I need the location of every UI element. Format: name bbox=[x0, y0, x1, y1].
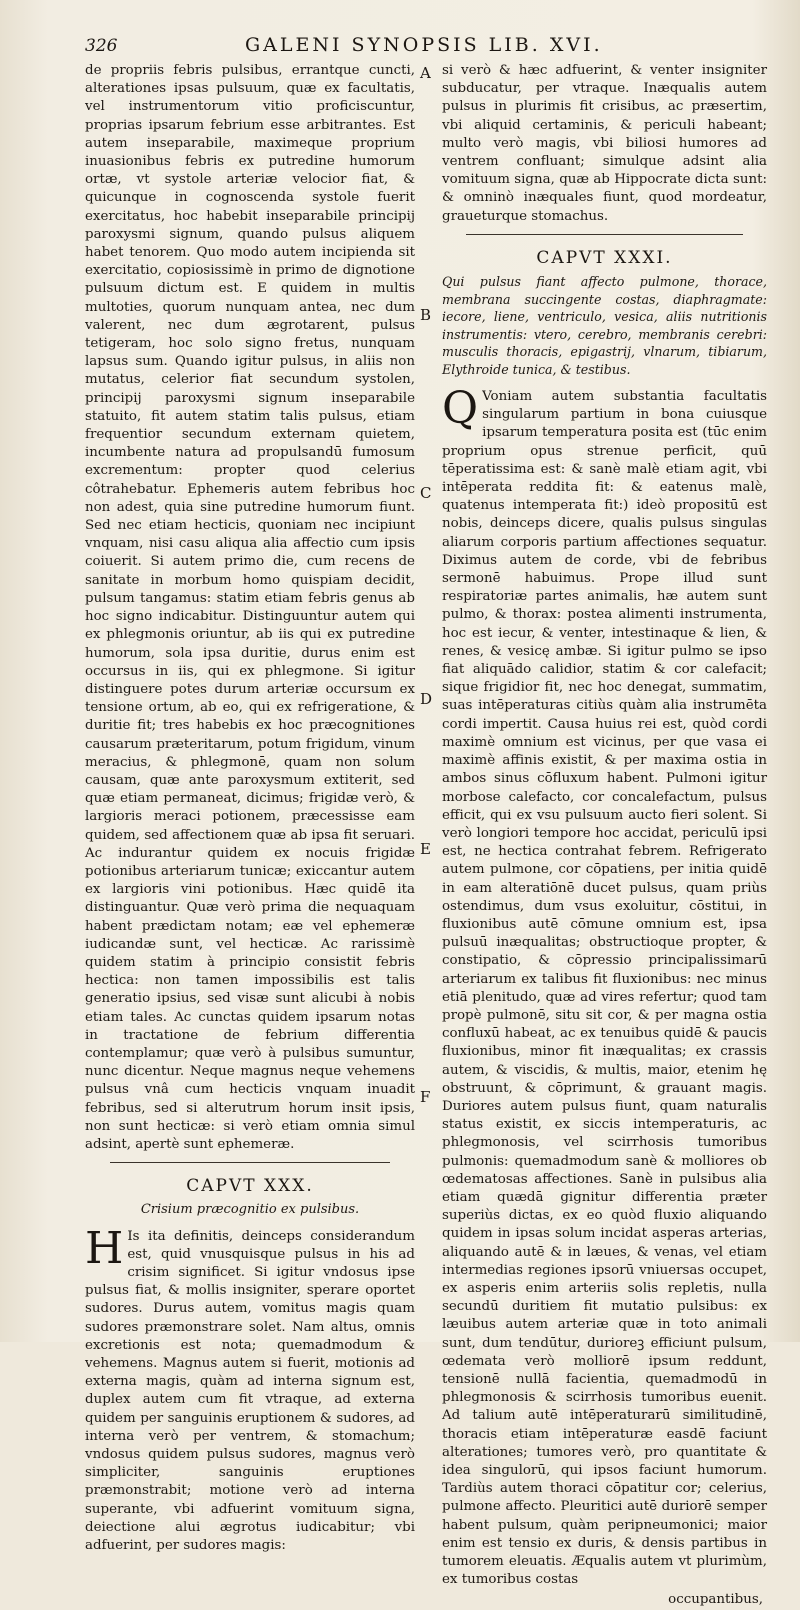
dropcap-h: H bbox=[85, 1222, 124, 1274]
chapter-heading-xxx: CAPVT XXX. bbox=[186, 1176, 314, 1197]
margin-letter-c: C bbox=[420, 484, 432, 502]
catchword: occupantibus, bbox=[668, 1592, 763, 1608]
running-head bbox=[85, 34, 760, 58]
chapter-heading-xxxi: CAPVT XXXI. bbox=[536, 247, 673, 268]
chapter-summary: Qui pulsus fiant affecto pulmone, thorace, membrana succingente costas, diaphragmate: iecore, liene, ventriculo, vesica, aliis nutritionis instrumentis: vtero, cerebro, membranis cerebri: musculis thoracis, epigastrij, vlnarum, tibiarum, Elythroide tunica, & testibus. bbox=[442, 274, 767, 377]
right-column bbox=[442, 62, 767, 1608]
left-body-paragraph: de propriis febris pulsibus, errantque cuncti, alterationes ipsas pulsuum, quæ ex facultatis, vel instrumentorum vitio proficiscuntur, proprias ipsarum febrium esse arbitrantes. Est autem inseparabile, maximeque proprium inuasionibus febris ex putredine humorum ortæ, vt systole arteriæ velocior fiat, & quicunque in cognoscenda systole fuerit exercitatus, hoc habebit inseparabile principij paroxysmi signum, quando pulsus aliquem habet tenorem. Quo modo autem incipienda sit exercitatio, copiosissimè in primo de dignotione pulsuum dictum est. E quidem in multis multoties, quorum nunquam antea, nec dum valerent, nec dum ægrotarent, pulsus tetigeram, hoc solo signo fretus, nunquam lapsus sum. Quando igitur pulsus, in aliis non mutatus, celerior fiat secundum systolen, principij paroxysmi signum inseparabile statuito, fit autem statim talis pulsus, etiam frequentior secundum externam quietem, incumbente natura ad propulsandū fumosum excrementum: propter quod celerius côtrahebatur. Ephemeris autem febribus hoc non adest, quia sine putredine humorum fiunt. Sed nec etiam hecticis, quoniam nec incipiunt vnquam, nisi casu aliqua alia affectio cum ipsis coiuerit. Si autem primo die, cum recens de sanitate in morbum homo quispiam decidit, pulsum tangamus: statim etiam febris genus ab hoc signo indicabitur. Distinguuntur autem qui ex phlegmonis oriuntur, ab iis qui ex putredine humorum, sola ipsa duritie, durus enim est occursus in iis, qui ex phlegmone. Si igitur distinguere potes durum arteriæ occursum ex tensione ortum, ab eo, qui ex refrigeratione, & duritie fit; tres habebis ex hoc præcognitiones causarum præteritarum, potum frigidum, vinum meracius, & phlegmonē, quam non solum causam, quæ ante paroxysmum extiterit, sed quæ etiam permaneat, dicimus; frigidæ verò, & largioris meraci potionem, præcessisse eam quidem, sed affectionem quæ ab ipsa fit seruari. Ac indurantur quidem ex nocuis frigidæ potionibus arteriarum tunicæ; exiccantur autem ex largioris vini potionibus. Hæc quidē ita distinguantur. Quæ verò prima die nequaquam habent prædictam notam; eæ vel ephemeræ iudicandæ sunt, vel hecticæ. Ac rarissimè quidem statim à principio consistit febris hectica: non tamen impossibilis est talis generatio ipsius, sed visæ sunt alicubi à nobis etiam tales. Ac cunctas quidem ipsarum notas in tractatione de febrium differentia contemplamur; quæ verò à pulsibus sumuntur, nunc dicentur. Neque magnus neque vehemens pulsus vnâ cum hecticis vnquam inuadit febribus, sed si alterutrum horum insit ipsis, non sunt hecticæ: si verò etiam omnia simul adsint, apertè sunt ephemeræ. bbox=[85, 63, 415, 1152]
dropcap-q: Q bbox=[442, 383, 479, 435]
margin-letter-d: D bbox=[420, 690, 433, 708]
margin-letter-b: B bbox=[420, 306, 432, 324]
left-column bbox=[85, 62, 415, 1554]
section-rule bbox=[110, 1162, 391, 1163]
chapter-subtitle: Crisium præcognitio ex pulsibus. bbox=[140, 1202, 360, 1218]
right-intro-paragraph: si verò & hæc adfuerint, & venter insigniter subducatur, per vtraque. Inæqualis autem pulsus in plurimis fit crisibus, ac præsertim, vbi aliquid certaminis, & periculi habeant; multo verò magis, vbi biliosi humores ad ventrem confluant; simulque adsint alia vomituum signa, quæ ab Hippocrate dicta sunt: & omninò inæquales fiunt, quod mordeatur, graueturque stomachus. bbox=[442, 63, 767, 224]
margin-letter-f: F bbox=[420, 1088, 431, 1106]
margin-letter-e: E bbox=[420, 840, 431, 858]
margin-letter-a: A bbox=[420, 64, 431, 82]
page-number: 326 bbox=[85, 36, 118, 56]
running-title: GALENI SYNOPSIS LIB. XVI. bbox=[245, 34, 603, 56]
section-rule bbox=[466, 234, 742, 235]
chapter-xxxi-body: Voniam autem substantia facultatis singularum partium in bona cuiusque ipsarum temperatura posita est (tūc enim proprium opus strenue perficit, quū tēperatissima est: & sanè malè etiam agit, vbi intēperata reddita fit: & eatenus malè, quatenus intemperata fit:) ideò propositū est nobis, deinceps dicere, qualis pulsus singulas aliarum corporis partium affectiones sequatur. Diximus autem de corde, vbi de febribus sermonē habuimus. Prope illud sunt respiratoriæ partes animalis, hæ autem sunt pulmo, & thorax: postea alimenti instrumenta, hoc est iecur, & venter, intestinaque & lien, & renes, & vesicę ambæ. Si igitur pulmo se ipso fiat aliquādo calidior, statim & cor calefacit; sique frigidior fit, nec hoc denegat, summatim, suas intēperaturas citiùs quàm alia instrumēta cordi impertit. Causa huius rei est, quòd cordi maximè omnium est vicinus, per que vasa ei maximè affinis existit, & per maxima ostia in ambos sinus cōfluxum habent. Pulmoni igitur morbose calefacto, cor concalefactum, pulsus efficit, qui ex vsu pulsuum aucto fieri solent. Si verò longiori tempore hoc accidat, periculū ipsi est, ne hectica contrahat febrem. Refrigerato autem pulmone, cor cōpatiens, per initia quidē in eam alteratiōnē ducet pulsus, quam priùs ostendimus, dum vsus exoluitur, cōstitui, in fluxionibus autē cōmune omnium est, ipsa pulsuū inæqualitas; obstructioque propter, & constipatio, & cōpressio principalissimarū arteriarum ex talibus fit fluxionibus: nec minus etiā plenitudo, quæ ad vires refertur; quod tam propè pulmonē, situ sit cor, & per magna ostia confluxū habeat, ac ex tenuibus quidē & paucis fluxionibus, minor fit inæqualitas; ex crassis autem, & viscidis, & multis, maior, etenim hę obstruunt, & cōprimunt, & grauant magis. Duriores autem pulsus fiunt, quam naturalis status existit, ex siccis intemperaturis, ac phlegmonosis, vel scirrhosis tumoribus pulmonis: quemadmodum sanè & molliores ob œdematosas affectiones. Sanè in pulsibus alia etiam quædā gignitur differentia præter superiùs dictas, ex eo quòd fluxio aliquando quidem in ipsas solum incidat asperas arterias, aliquando autē & in læues, & venas, vel etiam intermedias regiones ipsorū vniuersas occupet, ex asperis enim arteriis solis repletis, nulla secundū duritiem fit mutatio pulsibus: ex læuibus autem arteriæ quæ in toto animali sunt, dum tendūtur, durioreꝫ efficiunt pulsum, œdemata verò molliorē ipsum reddunt, tensionē nullā facientia, quemadmodū in phlegmonosis & scirrhosis tumoribus euenit. Ad talium autē intēperaturarū similitudinē, thoracis etiam intēperaturæ easdē faciunt alterationes; tumores verò, pro quantitate & idea singulorū, qui ipsos faciunt humorum. Tardiùs autem thoraci cōpatitur cor; celerius, pulmone affecto. Pleuritici autē duriorē semper habent pulsum, quàm peripneumonici; maior enim est tensio ex duris, & densis partibus in tumorem eleuatis. Æqualis autem vt plurimùm, ex tumoribus costas bbox=[442, 389, 767, 1588]
chapter-xxx-text bbox=[85, 1222, 415, 1556]
chapter-xxxi-text bbox=[442, 383, 767, 1589]
chapter-xxx-body: Is ita definitis, deinceps considerandum est, quid vnusquisque pulsus in his ad crisim significet. Si igitur vndosus ipse pulsus fiat, & mollis insigniter, sperare oportet sudores. Durus autem, vomitus magis quam sudores præmonstrare solet. Nam altus, omnis excretionis est nota; quemadmodum & vehemens. Magnus autem si fuerit, motionis ad externa magis, quàm ad interna signum est, duplex autem cum fit vtraque, ad externa quidem per sanguinis eruptionem & sudores, ad interna verò per ventrem, & stomachum; vndosus quidem pulsus sudores, magnus verò simpliciter, sanguinis eruptiones præmonstrabit; motione verò ad interna superante, vbi adfuerint vomituum signa, deiectione alui ægrotus iudicabitur; vbi adfuerint, per sudores magis: bbox=[85, 1228, 415, 1554]
